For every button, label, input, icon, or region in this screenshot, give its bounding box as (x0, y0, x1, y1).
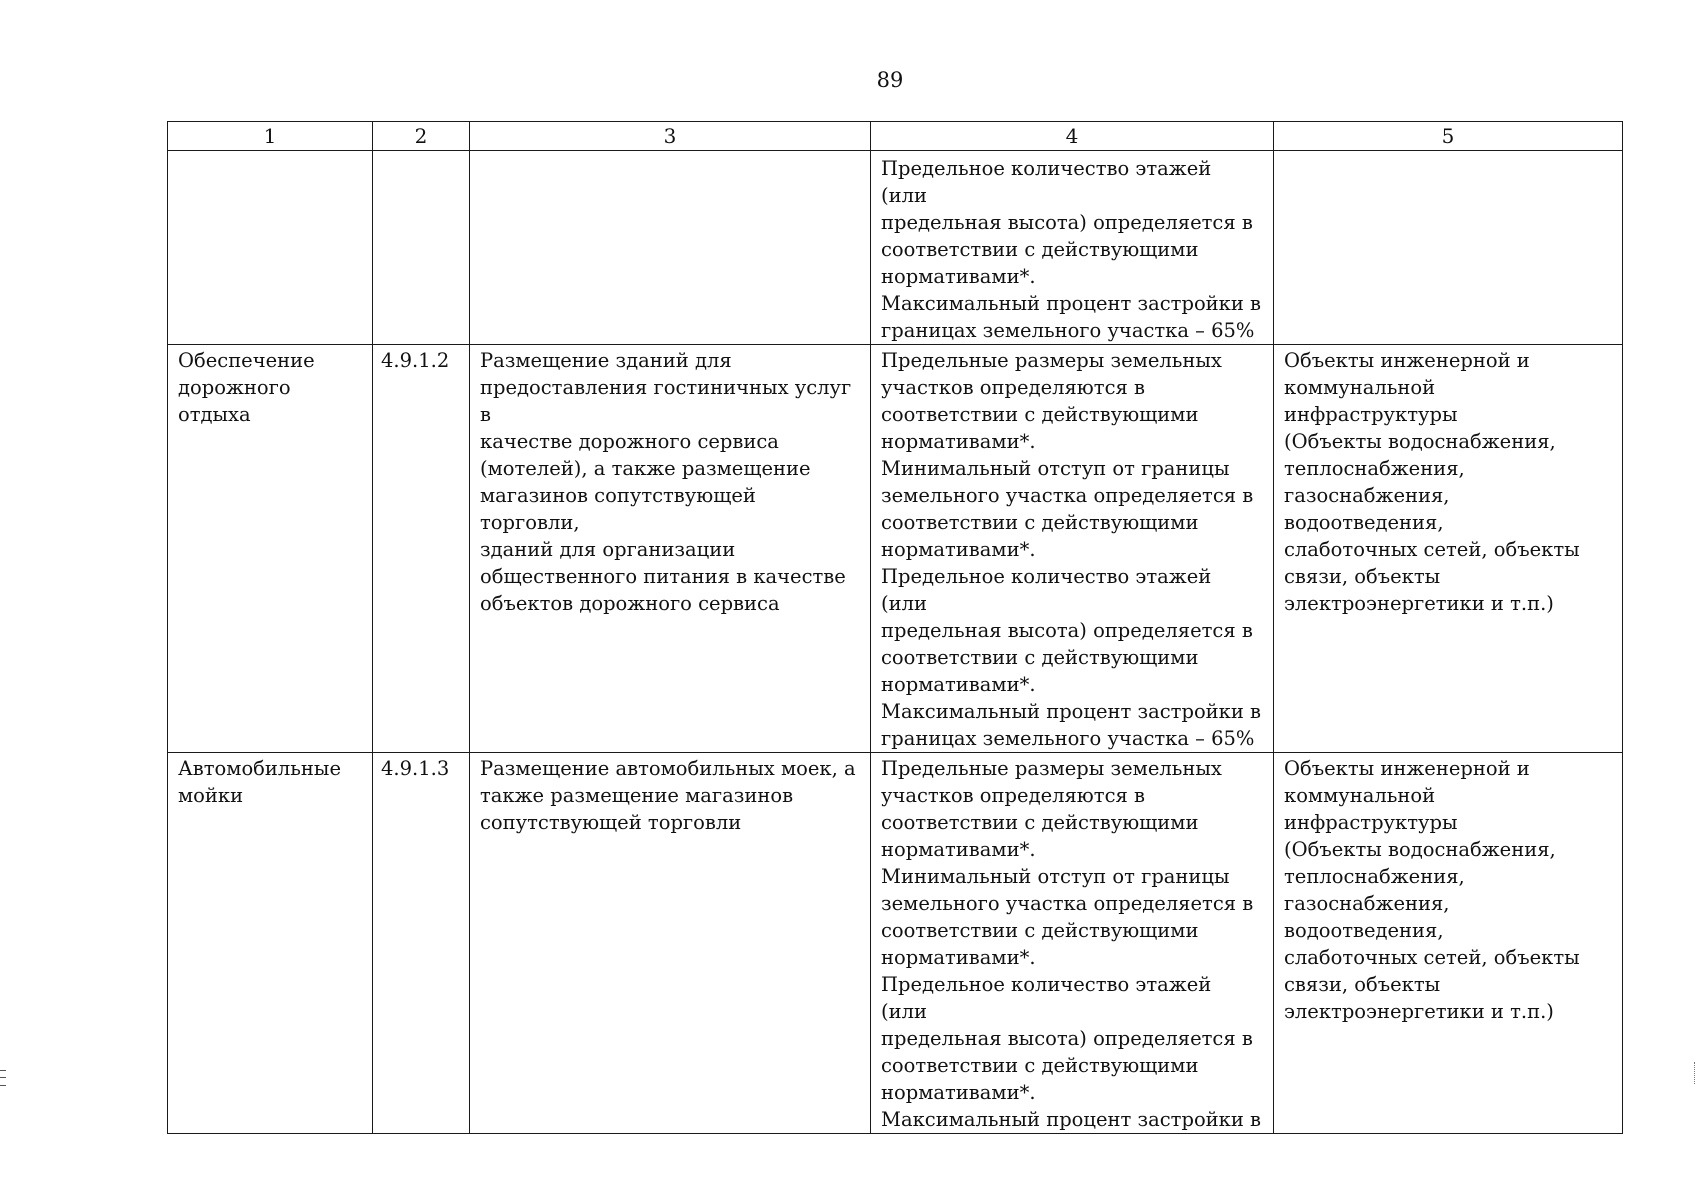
scan-edge-mark-left (0, 1070, 6, 1086)
table-row (168, 753, 1623, 1134)
table-row (168, 345, 1623, 753)
column-header-1: 1 (168, 122, 373, 151)
column-header-4: 4 (871, 122, 1274, 151)
cell-use-code: 4.9.1.2 (373, 345, 470, 753)
cell-use-description: Размещение автомобильных моек, а также размещение магазинов сопутствующей торговли (470, 753, 871, 1134)
table-row (168, 151, 1623, 345)
cell-auxiliary-objects (1274, 151, 1623, 345)
column-header-2: 2 (373, 122, 470, 151)
cell-use-name: Обеспечение дорожного отдыха (168, 345, 373, 753)
cell-auxiliary-objects: Объекты инженерной и коммунальной инфраструктуры (Объекты водоснабжения, теплоснабжения, газоснабжения, водоотведения, слаботочных сетей, объекты связи, объекты электроэнергетики и т.п.) (1274, 753, 1623, 1134)
cell-parameters: Предельное количество этажей (или предельная высота) определяется в соответствии с действующими нормативами*. Максимальный процент застройки в границах земельного участка – 65% (871, 151, 1274, 345)
cell-use-description (470, 151, 871, 345)
column-header-5: 5 (1274, 122, 1623, 151)
cell-auxiliary-objects: Объекты инженерной и коммунальной инфраструктуры (Объекты водоснабжения, теплоснабжения, газоснабжения, водоотведения, слаботочных сетей, объекты связи, объекты электроэнергетики и т.п.) (1274, 345, 1623, 753)
cell-use-description: Размещение зданий для предоставления гостиничных услуг в качестве дорожного сервиса (мотелей), а также размещение магазинов сопутствующей торговли, зданий для организации общественного питания в качестве объектов дорожного сервиса (470, 345, 871, 753)
cell-parameters: Предельные размеры земельных участков определяются в соответствии с действующими нормативами*. Минимальный отступ от границы земельного участка определяется в соответствии с действующими нормативами*. Предельное количество этажей (или предельная высота) определяется в соответствии с действующими нормативами*. Максимальный процент застройки в (871, 753, 1274, 1134)
cell-parameters: Предельные размеры земельных участков определяются в соответствии с действующими нормативами*. Минимальный отступ от границы земельного участка определяется в соответствии с действующими нормативами*. Предельное количество этажей (или предельная высота) определяется в соответствии с действующими нормативами*. Максимальный процент застройки в границах земельного участка – 65% (871, 345, 1274, 753)
cell-use-code (373, 151, 470, 345)
land-use-table (167, 121, 1623, 1134)
cell-use-name (168, 151, 373, 345)
cell-use-name: Автомобильные мойки (168, 753, 373, 1134)
page-number: 89 (876, 68, 904, 92)
table-header-row (168, 122, 1623, 151)
cell-use-code: 4.9.1.3 (373, 753, 470, 1134)
column-header-3: 3 (470, 122, 871, 151)
